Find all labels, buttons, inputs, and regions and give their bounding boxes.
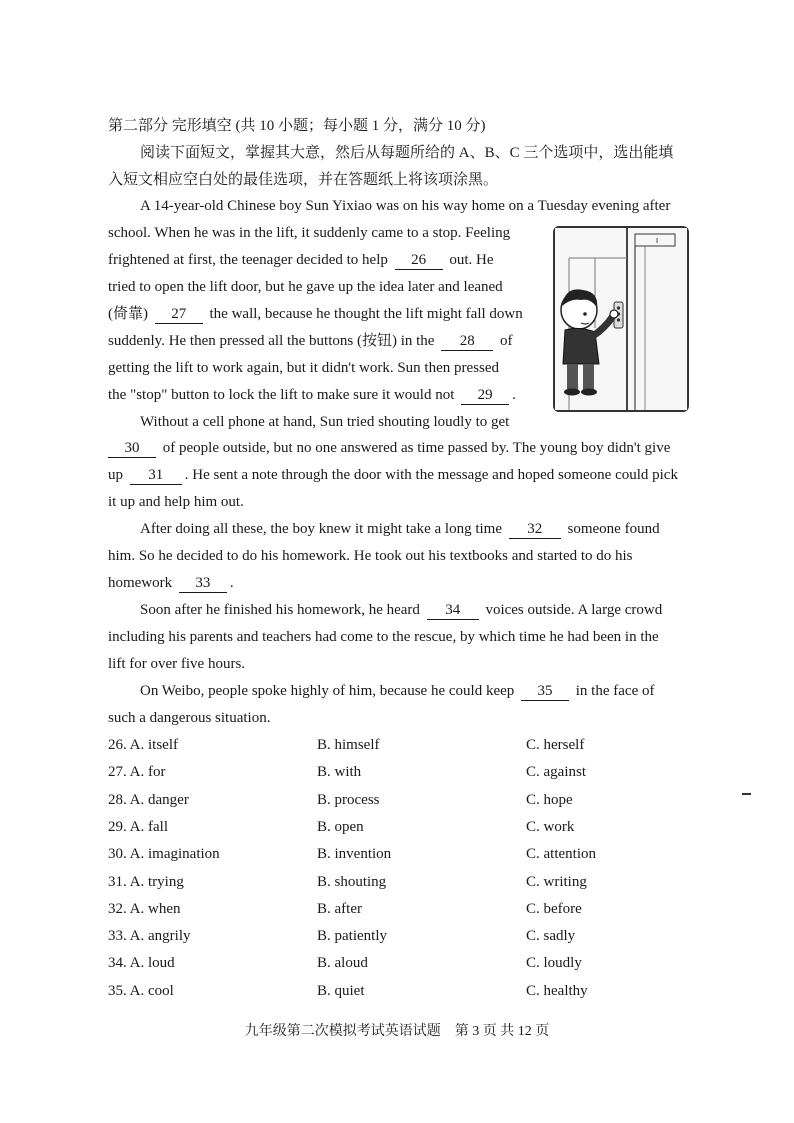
option-b: B. after [317,901,362,917]
blank-35: 35 [521,683,569,701]
passage-line: A 14-year-old Chinese boy Sun Yixiao was on his way home on a Tuesday evening after [140,198,671,214]
passage-line [108,385,516,405]
passage-line: him. So he decided to do his homework. He took out his textbooks and started to do his [108,548,633,564]
option-a: 30. A. imagination [108,846,220,862]
blank-26: 26 [395,252,443,270]
passage-text: of people outside, but no one answered as time passed by. The young boy didn't give [162,440,671,456]
scan-mark [742,793,751,795]
passage-line: tried to open the lift door, but he gave up the idea later and leaned [108,279,503,295]
passage-text: After doing all these, the boy knew it might take a long time [140,521,502,537]
option-a: 31. A. trying [108,874,184,890]
passage-line [140,600,662,620]
blank-29: 29 [461,387,509,405]
passage-text: homework [108,575,173,591]
passage-line [108,304,523,324]
blank-30: 30 [108,440,156,458]
passage-line [108,250,494,270]
option-c: C. writing [526,874,587,890]
section-title: 第二部分 完形填空 (共 10 小题；每小题 1 分，满分 10 分) [108,118,486,134]
page-footer: 九年级第二次模拟考试英语试题 第 3 页 共 12 页 [244,1024,550,1039]
option-b: B. himself [317,737,380,753]
option-b: B. open [317,819,364,835]
illustration-drawing [555,228,687,410]
blank-32: 32 [509,521,561,539]
option-c: C. hope [526,792,573,808]
option-a: 29. A. fall [108,819,168,835]
passage-text: suddenly. He then pressed all the buttons (按钮) in the [108,333,435,349]
passage-line: including his parents and teachers had come to the rescue, by which time he had been in the [108,629,659,645]
passage-line [108,331,512,351]
option-row [108,735,708,755]
passage-text: (倚靠) [108,306,148,322]
blank-31: 31 [130,467,182,485]
option-c: C. attention [526,846,596,862]
option-row [108,817,708,837]
passage-line [108,573,234,593]
option-row [108,844,708,864]
option-row [108,762,708,782]
boy-pressing-lift-buttons-icon [553,226,689,412]
option-a: 26. A. itself [108,737,178,753]
option-b: B. invention [317,846,392,862]
passage-text: of [499,333,513,349]
option-c: C. sadly [526,928,576,944]
option-a: 32. A. when [108,901,181,917]
option-row [108,953,708,973]
blank-28: 28 [441,333,493,351]
passage-text: Soon after he finished his homework, he heard [140,602,420,618]
passage-text: On Weibo, people spoke highly of him, because he could keep [140,683,515,699]
blank-34: 34 [427,602,479,620]
passage-text: up [108,467,123,483]
option-b: B. with [317,764,362,780]
passage-line [108,438,670,458]
instruction-line-1: 阅读下面短文，掌握其大意，然后从每题所给的 A、B、C 三个选项中，选出能填 [140,145,674,161]
passage-line: getting the lift to work again, but it didn't work. Sun then pressed [108,360,499,376]
option-row [108,790,708,810]
blank-33: 33 [179,575,227,593]
passage-line: school. When he was in the lift, it suddenly came to a stop. Feeling [108,225,511,241]
option-c: C. against [526,764,586,780]
passage-line: lift for over five hours. [108,656,246,672]
option-a: 33. A. angrily [108,928,191,944]
option-a: 28. A. danger [108,792,189,808]
passage-text: the "stop" button to lock the lift to make sure it would not [108,387,455,403]
passage-text: someone found [567,521,660,537]
passage-line: Without a cell phone at hand, Sun tried shouting loudly to get [140,414,510,430]
instruction-line-2: 入短文相应空白处的最佳选项，并在答题纸上将该项涂黑。 [108,172,499,188]
option-a: 35. A. cool [108,983,174,999]
passage-line [108,465,678,485]
passage-line: it up and help him out. [108,494,244,510]
option-b: B. process [317,792,380,808]
passage-text: the wall, because he thought the lift might fall down [209,306,523,322]
passage-line: such a dangerous situation. [108,710,271,726]
option-row [108,981,708,1001]
option-row [108,872,708,892]
option-a: 34. A. loud [108,955,175,971]
option-row [108,926,708,946]
passage-text: frightened at first, the teenager decided to help [108,252,388,268]
option-c: C. before [526,901,582,917]
option-c: C. herself [526,737,585,753]
passage-text: . He sent a note through the door with the message and hoped someone could pick [184,467,678,483]
option-c: C. work [526,819,575,835]
blank-27: 27 [155,306,203,324]
passage-text: . [512,387,516,403]
option-b: B. aloud [317,955,368,971]
option-c: C. loudly [526,955,582,971]
passage-line [140,519,660,539]
option-b: B. patiently [317,928,387,944]
option-c: C. healthy [526,983,588,999]
option-b: B. quiet [317,983,365,999]
passage-text: out. He [449,252,494,268]
passage-line [140,681,654,701]
option-b: B. shouting [317,874,387,890]
passage-text: in the face of [575,683,655,699]
passage-text: . [229,575,234,591]
option-row [108,899,708,919]
passage-text: voices outside. A large crowd [485,602,663,618]
option-a: 27. A. for [108,764,166,780]
